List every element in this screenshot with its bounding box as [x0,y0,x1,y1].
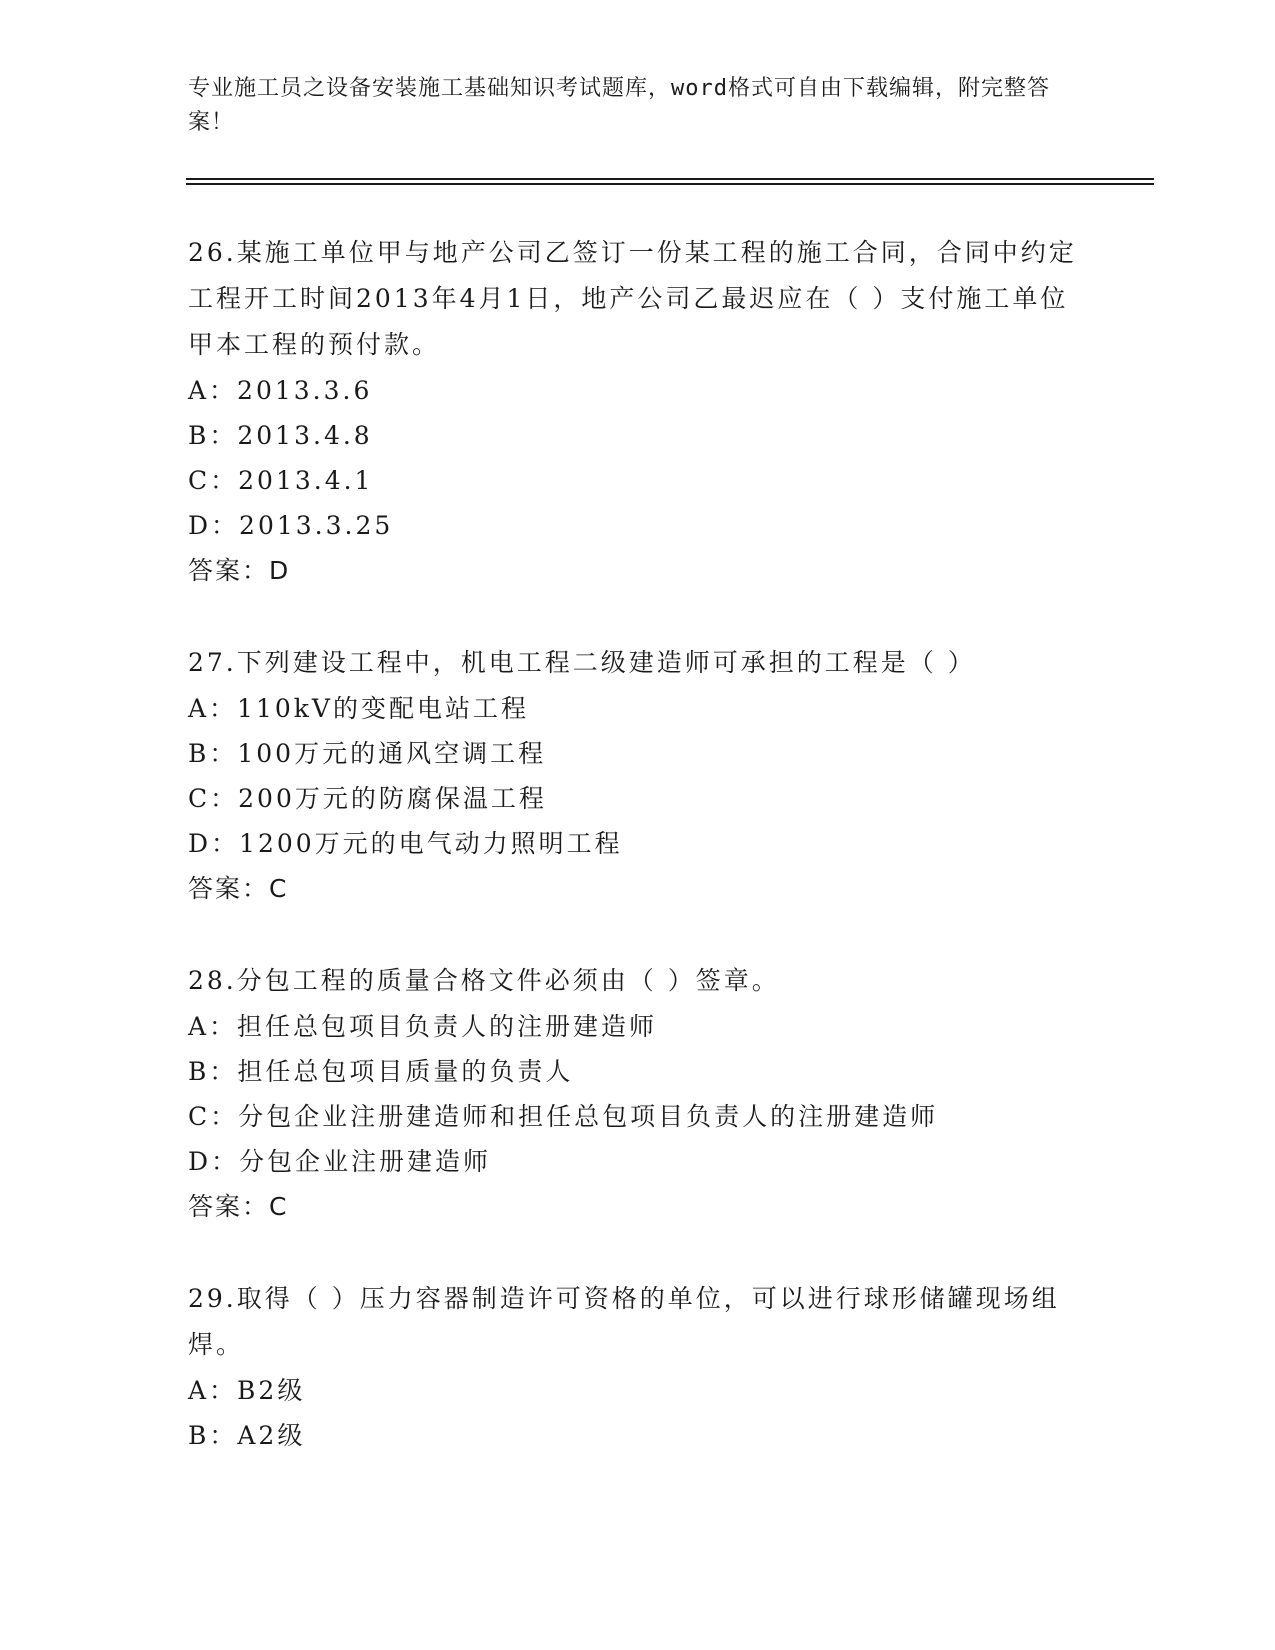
option-b: B：担任总包项目质量的负责人 [188,1057,574,1086]
question-text: 29.取得（ ）压力容器制造许可资格的单位，可以进行球形储罐现场组焊。 [188,1284,1060,1359]
option-b: B：100万元的通风空调工程 [188,739,547,768]
option-a: A：担任总包项目负责人的注册建造师 [188,1012,658,1041]
question-29 [188,1276,1088,1458]
option-b: B：A2级 [188,1421,306,1450]
option-d: D：分包企业注册建造师 [188,1147,492,1176]
option-c: C：分包企业注册建造师和担任总包项目负责人的注册建造师 [188,1102,939,1131]
page-header: 专业施工员之设备安装施工基础知识考试题库，word格式可自由下载编辑，附完整答案！ [188,76,1050,135]
header-divider-bottom [186,183,1154,185]
option-c: C：2013.4.1 [188,466,374,495]
option-a: A：110kV的变配电站工程 [188,694,529,723]
option-b: B：2013.4.8 [188,421,373,450]
question-list [188,230,1088,1504]
option-c: C：200万元的防腐保温工程 [188,784,547,813]
option-a: A：B2级 [188,1376,306,1405]
question-text: 28.分包工程的质量合格文件必须由（ ）签章。 [188,966,780,995]
answer: 答案：C [188,1192,289,1221]
answer: 答案：C [188,874,289,903]
option-a: A：2013.3.6 [188,376,373,405]
question-27 [188,640,1088,912]
question-text: 27.下列建设工程中，机电工程二级建造师可承担的工程是（ ） [188,648,976,677]
question-text: 26.某施工单位甲与地产公司乙签订一份某工程的施工合同，合同中约定工程开工时间2013年4月1日，地产公司乙最迟应在（ ）支付施工单位甲本工程的预付款。 [188,238,1077,359]
question-28 [188,958,1088,1230]
option-d: D：1200万元的电气动力照明工程 [188,829,623,858]
option-d: D：2013.3.25 [188,511,394,540]
question-26 [188,230,1088,594]
answer: 答案：D [188,556,291,585]
header-divider-top [186,178,1154,180]
